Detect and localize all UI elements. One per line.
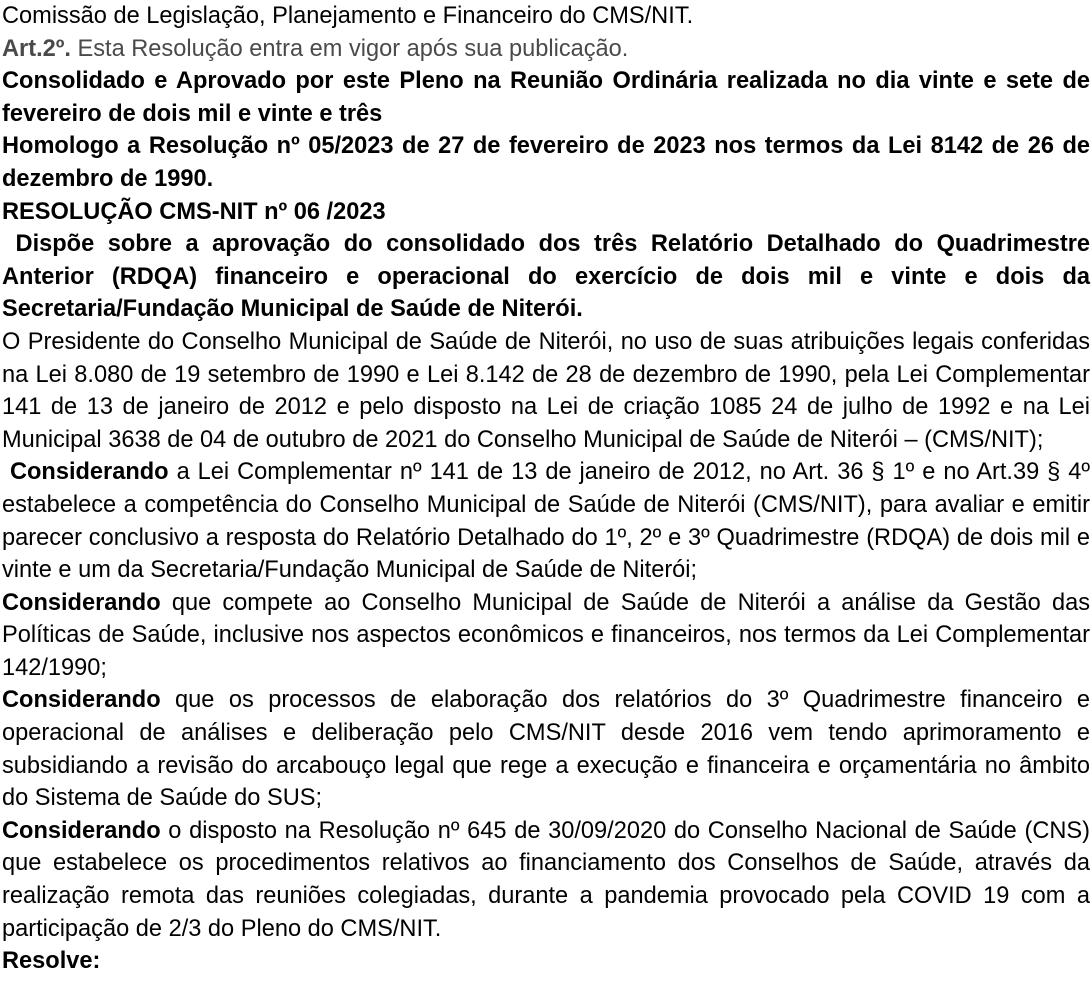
considerando-1 — [2, 456, 1090, 586]
considerando-2-text: que compete ao Conselho Municipal de Saúde de Niterói a análise da Gestão das Políticas de Saúde, inclusive nos aspectos econômicos e financeiros, nos termos da Lei Complementar 142/1990; — [2, 589, 1090, 681]
considerando-4-text: o disposto na Resolução nº 645 de 30/09/2020 do Conselho Nacional de Saúde (CNS) que estabelece os procedimentos relativos ao financiamento dos Conselhos de Saúde, através da realização remota das reuniões colegiadas, durante a pandemia provocado pela COVID 19 com a participação de 2/3 do Pleno do CMS/NIT. — [2, 817, 1090, 942]
resolution-subject: Dispõe sobre a aprovação do consolidado dos três Relatório Detalhado do Quadrimestre Anterior (RDQA) financeiro e operacional do exercício de dois mil e vinte e dois da Secretaria/Fundação Municipal de Saúde de Niterói. — [2, 231, 1091, 323]
resolve-heading: Resolve: — [2, 948, 101, 975]
considerando-4 — [2, 815, 1090, 945]
considerando-1-text: a Lei Complementar nº 141 de 13 de janeiro de 2012, no Art. 36 § 1º e no Art.39 § 4º estabelece a competência do Conselho Municipal de Saúde de Niterói (CMS/NIT), para avaliar e emitir parecer conclusivo a resposta do Relatório Detalhado do 1º, 2º e 3º Quadrimestre (RDQA) de dois mil e vinte e um da Secretaria/Fundação Municipal de Saúde de Niterói; — [2, 459, 1091, 584]
president-preamble: O Presidente do Conselho Municipal de Saúde de Niterói, no uso de suas atribuições legais conferidas na Lei 8.080 de 19 setembro de 1990 e Lei 8.142 de 28 de dezembro de 1990, pela Lei Complementar 141 de 13 de janeiro de 2012 e pelo disposto na Lei de criação 1085 24 de julho de 1992 e na Lei Municipal 3638 de 04 de outubro de 2021 do Conselho Municipal de Saúde de Niterói – (CMS/NIT); — [2, 328, 1090, 453]
considerando-3-text: que os processos de elaboração dos relatórios do 3º Quadrimestre financeiro e operacional de análises e deliberação pelo CMS/NIT desde 2016 vem tendo aprimoramento e subsidiando a revisão do arcabouço legal que rege a execução e financeira e orçamentária no âmbito do Sistema de Saúde do SUS; — [2, 687, 1090, 812]
considerando-2 — [2, 587, 1090, 685]
considerando-3-lead: Considerando — [2, 687, 161, 714]
intro-line: Comissão de Legislação, Planejamento e Financeiro do CMS/NIT. — [2, 3, 694, 29]
approval-statement: Consolidado e Aprovado por este Pleno na Reunião Ordinária realizada no dia vinte e sete de fevereiro de dois mil e vinte e três — [2, 68, 1090, 127]
considerando-4-lead: Considerando — [2, 817, 161, 844]
homologation-statement: Homologo a Resolução nº 05/2023 de 27 de fevereiro de 2023 nos termos da Lei 8142 de 26 de dezembro de 1990. — [2, 133, 1090, 192]
article-2-text: Esta Resolução entra em vigor após sua publicação. — [70, 35, 629, 62]
resolution-title: RESOLUÇÃO CMS-NIT nº 06 /2023 — [2, 198, 386, 225]
article-2-label: Art.2º. — [2, 35, 71, 62]
considerando-2-lead: Considerando — [2, 589, 161, 616]
considerando-1-lead: Considerando — [2, 459, 169, 486]
article-2 — [2, 33, 1090, 66]
considerando-3 — [2, 684, 1090, 814]
